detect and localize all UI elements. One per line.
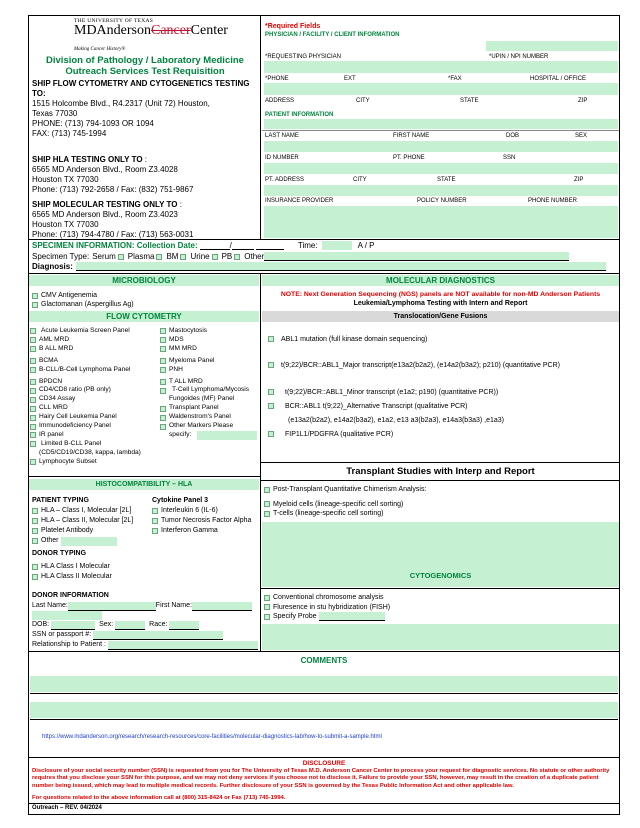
ship-mol-addr1: 6565 MD Anderson Blvd., Room Z3.4023	[32, 210, 178, 219]
rule-revision	[28, 803, 620, 804]
flow-checkbox[interactable]	[160, 358, 166, 364]
hla-other-field[interactable]	[61, 537, 117, 546]
date-field-3[interactable]	[256, 242, 284, 250]
flow-item: BPDCN	[39, 377, 63, 385]
label-hospital: HOSPITAL / OFFICE	[530, 76, 587, 82]
comments-title: COMMENTS	[300, 656, 348, 665]
flow-item: BCMA	[39, 356, 59, 364]
ngs-note: NOTE: Next Generation Sequencing (NGS) panels are NOT available for non-MD Anderson Patients	[280, 291, 601, 298]
flow-item: Myeloma Panel	[169, 356, 215, 364]
bcr-alt-checkbox[interactable]	[268, 403, 274, 409]
transplant-title: Transplant Studies with Interp and Report	[346, 466, 535, 477]
bcr-minor-checkbox[interactable]	[268, 389, 274, 395]
submit-sample-link[interactable]: https://www.mdanderson.org/research/research-resources/core-facilities/molecular-diagnostics-lab/how-to-submit-a-sample.html	[42, 734, 382, 740]
flow-item: Lymphocyte Subset	[39, 457, 97, 465]
flow-checkbox[interactable]	[30, 388, 36, 394]
flow-checkbox[interactable]	[30, 358, 36, 364]
patient-typing-title: PATIENT TYPING	[32, 497, 89, 504]
flow-item: B ALL MRD	[39, 344, 74, 352]
rule-transplant-2	[260, 480, 620, 481]
diagnosis-label: Diagnosis:	[32, 262, 73, 271]
molecular-list	[268, 334, 560, 439]
flow-checkbox[interactable]	[160, 415, 166, 421]
disclosure-questions: For questions related to the above information call at (800) 315-8424 or Fax (713) 745-1994.	[32, 795, 286, 801]
microbiology-header: MICROBIOLOGY	[29, 275, 259, 286]
label-pt-zip: ZIP	[574, 177, 584, 183]
hla-checkbox[interactable]	[32, 508, 38, 514]
flow-checkbox[interactable]	[30, 337, 36, 343]
donor-last-field[interactable]	[68, 602, 156, 611]
ship-hla: SHIP HLA TESTING ONLY TO : 6565 MD Anderson Blvd., Room Z3.4028 Houston TX 77030 Phone: (713) 792-2658 / Fax: (832) 751-9867	[32, 155, 258, 195]
flow-item: Limited B-CLL Panel	[41, 439, 102, 447]
ship-hla-title: SHIP HLA TESTING ONLY TO	[32, 155, 143, 164]
fish-checkbox[interactable]	[264, 604, 270, 610]
chimerism-checkbox[interactable]	[264, 487, 270, 493]
cytokine-checkbox[interactable]	[152, 508, 158, 514]
transplant-list	[264, 485, 426, 519]
physician-top-field[interactable]	[486, 41, 618, 51]
cmv-checkbox[interactable]	[32, 293, 38, 299]
ship-hla-addr1: 6565 MD Anderson Blvd., Room Z3.4028	[32, 165, 178, 174]
insurance-field[interactable]	[264, 206, 618, 238]
flow-checkbox[interactable]	[30, 379, 36, 385]
ship-mol-title: SHIP MOLECULAR TESTING ONLY TO	[32, 200, 178, 209]
flow-item: MM MRD	[169, 344, 197, 352]
donor-first-field[interactable]	[192, 602, 252, 611]
hla-item: HLA – Class II, Molecular [2L]	[41, 517, 134, 524]
abl1-checkbox[interactable]	[268, 336, 274, 342]
flow-item: Waldenstrom's Panel	[169, 413, 231, 421]
label-id-number: ID NUMBER	[265, 155, 299, 161]
cyto-list	[264, 593, 390, 622]
comments-field-2[interactable]	[30, 702, 618, 718]
flow-item-note: Fungoides (MF) Panel	[169, 395, 235, 403]
donor-last-label: Last Name:	[32, 602, 68, 609]
donor-race-field[interactable]	[169, 621, 199, 630]
hla-checkbox[interactable]	[32, 528, 38, 534]
patient-section: PATIENT INFORMATION	[265, 112, 334, 118]
donor-dob-label: DOB:	[32, 621, 50, 628]
transplant-field[interactable]	[262, 522, 619, 564]
donor-checkbox[interactable]	[32, 564, 38, 570]
specimen-row	[32, 241, 374, 250]
flow-item: CD4/CD8 ratio (PB only)	[39, 386, 111, 394]
hla-item: HLA – Class I, Molecular [2L]	[41, 507, 132, 514]
label-upin: *UPIN / NPI NUMBER	[489, 54, 549, 60]
ship-mol-addr2: Houston TX 77030	[32, 220, 99, 229]
flow-header: FLOW CYTOMETRY	[29, 311, 259, 322]
fip1l1-checkbox[interactable]	[268, 431, 274, 437]
rule-1	[262, 130, 619, 131]
flow-item: IR panel	[39, 430, 64, 438]
comments-field-1[interactable]	[30, 676, 618, 692]
flow-checkbox[interactable]	[160, 406, 166, 412]
label-state: STATE	[460, 98, 479, 104]
rule-disclosure	[28, 757, 620, 758]
ship-flow-addr1: 1515 Holcombe Blvd., R4.2317 (Unit 72) Houston,	[32, 99, 210, 108]
probe-field[interactable]	[319, 612, 385, 621]
flow-item: AML MRD	[39, 335, 70, 343]
flow-item: CLL MRD	[39, 404, 68, 412]
disclosure-text: Disclosure of your social security number (SSN) is requested from you for The University of Texas M.D. Anderson Cancer Center to process your request for diagnostic services. No statute or other authority requires that you disclose your SSN for this purpose, and we may not deny services if you choose not to disclose it. Failure to provide your SSN, however, may result in the creation of a duplicate patient number being issued, which may lead to multiple medical records. Further disclosure of your SSN is governed by the Texas Public Information Act and other applicable law.	[32, 768, 610, 789]
flow-item: MDS	[169, 335, 184, 343]
flow-col2	[160, 327, 257, 440]
bm-checkbox[interactable]	[180, 254, 186, 260]
flow-checkbox[interactable]	[30, 432, 36, 438]
cytokine-item: Interferon Gamma	[161, 527, 218, 534]
label-pt-state: STATE	[437, 177, 456, 183]
probe-checkbox[interactable]	[264, 614, 270, 620]
label-ssn: SSN	[503, 155, 516, 161]
donor-first-label: First Name:	[155, 602, 192, 609]
flow-checkbox[interactable]	[160, 424, 166, 430]
label-fax: *FAX	[448, 76, 462, 82]
donor-checkbox[interactable]	[32, 574, 38, 580]
bcr-major-checkbox[interactable]	[268, 362, 274, 368]
hla-checkbox[interactable]	[32, 518, 38, 524]
hla-cytokine	[152, 496, 251, 536]
type-plasma: Plasma	[127, 252, 155, 261]
mol-item-note: (e13a2(b2a2), e14a2(b3a2), e1a2, e13 a3(b2a3), e14a3(b3a3) ,e1a3)	[288, 416, 504, 424]
diagnosis-row	[32, 262, 606, 271]
translocation-bar	[262, 311, 619, 322]
donor-sex-label: Sex:	[99, 621, 114, 628]
university-name: THE UNIVERSITY OF TEXAS	[74, 18, 154, 24]
flow-checkbox[interactable]	[160, 388, 166, 394]
translocation-label: Translocation/Gene Fusions	[393, 313, 488, 320]
form-title: Outreach Services Test Requisition	[65, 66, 225, 77]
mol-item: t(9;22)/BCR::ABL1_Minor transcript (e1a2; p190) (quantitative PCR))	[285, 388, 499, 396]
date-field-1[interactable]	[200, 242, 230, 250]
label-last-name: LAST NAME	[265, 133, 299, 139]
rule-cyto	[260, 588, 620, 589]
type-bm: BM	[166, 252, 179, 261]
donor-ssn-label: SSN or passport #:	[32, 631, 92, 638]
flow-item: Transplant Panel	[169, 404, 219, 412]
donor-ssn-field[interactable]	[93, 631, 223, 640]
donor-name-extra[interactable]	[32, 611, 102, 620]
mol-item: t(9;22)/BCR::ABL1_Major transcript(e13a2(b2a2), (e14a2(b3a2); p210) (quantitative PCR)	[281, 361, 560, 369]
molecular-header: MOLECULAR DIAGNOSTICS	[262, 275, 619, 286]
cytokine-title: Cytokine Panel 3	[152, 497, 209, 504]
cytokine-item: Interleukin 6 (IL-6)	[161, 507, 218, 514]
ship-flow	[32, 79, 258, 139]
flow-item: Acute Leukemia Screen Panel	[41, 327, 130, 334]
physician-field[interactable]	[264, 61, 618, 73]
donor-dob-field[interactable]	[51, 621, 95, 630]
type-urine: Urine	[190, 252, 210, 261]
flow-specify-label: specify:	[169, 431, 192, 439]
transplant-item: Myeloid cells (lineage-specific cell sorting)	[273, 500, 404, 508]
cytokine-item: Tumor Necrosis Factor Alpha	[161, 517, 252, 524]
ship-flow-title: SHIP FLOW CYTOMETRY AND CYTOGENETICS TESTING TO:	[32, 79, 250, 98]
mol-item: BCR::ABL1 t(9;22)_Alternative Transcript (qualitative PCR)	[285, 402, 468, 410]
ship-mol: SHIP MOLECULAR TESTING ONLY TO : 6565 MD Anderson Blvd., Room Z3.4023 Houston TX 77030 Phone: (713) 794-4780 / Fax: (713) 563-0031	[32, 200, 258, 240]
id-field[interactable]	[264, 163, 618, 174]
donor-info-title: DONOR INFORMATION	[32, 592, 109, 599]
cyto-field[interactable]	[262, 624, 619, 650]
other-field[interactable]	[264, 252, 569, 261]
rule-comment-2	[30, 719, 618, 720]
donor-typing-title: DONOR TYPING	[32, 550, 87, 557]
cyto-item: Conventional chromosome analysis	[273, 594, 384, 601]
glactomanan-checkbox[interactable]	[32, 302, 38, 308]
flow-checkbox[interactable]	[30, 346, 36, 352]
label-pt-city: CITY	[353, 177, 367, 183]
label-requesting-physician: *REQUESTING PHYSICIAN	[265, 54, 342, 60]
flow-item: B-CLL/B-Cell Lymphoma Panel	[39, 365, 131, 373]
chromosome-checkbox[interactable]	[264, 595, 270, 601]
flow-item: Immunodeficiency Panel	[39, 422, 111, 430]
specify-field[interactable]	[197, 431, 257, 440]
label-policy-phone: PHONE NUMBER	[528, 198, 578, 204]
ship-hla-addr2: Houston TX 77030	[32, 175, 99, 184]
label-insurance: INSURANCE PROVIDER	[265, 198, 334, 204]
donor-sex-field[interactable]	[115, 621, 145, 630]
donor-race-label: Race:	[149, 621, 168, 628]
type-other: Other	[244, 252, 265, 261]
flow-checkbox[interactable]	[160, 328, 166, 334]
logo-center: Center	[190, 23, 228, 38]
date-slash: /	[229, 241, 232, 250]
cytokine-checkbox[interactable]	[152, 528, 158, 534]
hla-item: Platelet Antibody	[41, 527, 94, 534]
specimen-type-label: Specimen Type:	[32, 252, 90, 261]
specimen-title: SPECIMEN INFORMATION: Collection Date:	[32, 241, 198, 250]
tcell-checkbox[interactable]	[264, 511, 270, 517]
logo-md: MDAnderson	[74, 23, 151, 38]
hla-patient	[32, 496, 133, 582]
logo	[74, 18, 228, 39]
flow-item: Hairy Cell Leukemia Panel	[39, 413, 117, 421]
label-phone: *PHONE	[265, 76, 289, 82]
flow-item: T ALL MRD	[169, 377, 203, 385]
label-address: ADDRESS	[265, 98, 295, 104]
hla-checkbox[interactable]	[32, 538, 38, 544]
ship-mol-phone: Phone: (713) 794-4780 / Fax: (713) 563-0031	[32, 230, 194, 239]
label-first-name: FIRST NAME	[393, 133, 430, 139]
type-pb: PB	[221, 252, 233, 261]
flow-item: Mastocytosis	[169, 327, 208, 334]
flow-checkbox[interactable]	[160, 337, 166, 343]
revision: Outreach – REV. 04/2024	[32, 805, 102, 811]
flow-checkbox[interactable]	[30, 441, 36, 447]
donor-item: HLA Class I Molecular	[41, 563, 110, 570]
flow-checkbox[interactable]	[30, 397, 36, 403]
flow-checkbox[interactable]	[160, 367, 166, 373]
ship-hla-phone: Phone: (713) 792-2658 / Fax: (832) 751-9867	[32, 185, 194, 194]
specimen-type-row	[32, 252, 569, 261]
address-field[interactable]	[264, 119, 618, 129]
flow-checkbox[interactable]	[30, 459, 36, 465]
diagnosis-field[interactable]	[76, 262, 606, 271]
label-policy: POLICY NUMBER	[417, 198, 467, 204]
label-sex: SEX	[575, 133, 588, 139]
donor-relationship-field[interactable]	[108, 641, 258, 650]
flow-checkbox[interactable]	[30, 424, 36, 430]
rule-hla	[28, 476, 260, 477]
pb-checkbox[interactable]	[234, 254, 240, 260]
flow-item: Other Markers Please	[169, 422, 234, 430]
flow-checkbox[interactable]	[30, 415, 36, 421]
label-dob: DOB	[506, 133, 520, 139]
rule-sections	[28, 273, 620, 274]
header-divider	[260, 15, 261, 239]
type-serum: Serum	[92, 252, 116, 261]
flow-checkbox[interactable]	[160, 379, 166, 385]
cyto-item: Fluresence in stu hybridization (FISH)	[273, 603, 391, 611]
mol-item: FIP1L1/PDGFRA (qualitative PCR)	[285, 430, 394, 438]
flow-checkbox[interactable]	[30, 406, 36, 412]
time-label: Time:	[297, 241, 318, 250]
cytokine-checkbox[interactable]	[152, 518, 158, 524]
label-zip: ZIP	[578, 98, 588, 104]
label-pt-phone: PT. PHONE	[393, 155, 425, 161]
rule-specimen	[28, 239, 620, 240]
chimerism-label: Post-Transplant Quantitative Chimerism Analysis:	[273, 486, 427, 493]
disclosure-title: DISCLOSURE	[302, 760, 346, 767]
plasma-checkbox[interactable]	[156, 254, 162, 260]
label-pt-address: PT. ADDRESS	[265, 177, 305, 183]
flow-item: T-Cell Lymphoma/Mycosis	[172, 386, 250, 394]
rule-comment-1	[30, 693, 618, 694]
donor-item: HLA Class II Molecular	[41, 573, 112, 580]
name-field[interactable]	[264, 141, 618, 152]
ship-flow-addr2: Texas 77030	[32, 109, 78, 118]
label-ext: EXT	[344, 76, 356, 82]
division-title: Division of Pathology / Laboratory Medicine	[46, 55, 244, 66]
donor-relationship-label: Relationship to Patient :	[32, 641, 106, 648]
flow-item: CD34 Assay	[39, 395, 76, 403]
ap-label: A / P	[357, 241, 375, 250]
flow-checkbox[interactable]	[30, 367, 36, 373]
ship-flow-fax: FAX: (713) 745-1994	[32, 129, 107, 138]
phone-field[interactable]	[264, 83, 618, 95]
flow-col1	[30, 327, 141, 467]
mol-item: ABL1 mutation (full kinase domain sequencing)	[281, 335, 428, 343]
cytogenomics-header: CYTOGENOMICS	[262, 564, 619, 587]
tagline: Making Cancer History®	[74, 47, 126, 52]
label-city: CITY	[356, 98, 370, 104]
date-field-2[interactable]	[229, 241, 254, 250]
flow-item: PNH	[169, 365, 183, 373]
hla-item: Other	[41, 537, 59, 544]
serum-checkbox[interactable]	[118, 254, 124, 260]
ship-flow-phone: PHONE: (713) 794-1093 OR 1094	[32, 119, 154, 128]
molecular-subtitle: Leukemia/Lymphoma Testing with Intern and Report	[353, 300, 528, 307]
transplant-item: T-cells (lineage-specific cell sorting)	[273, 510, 384, 517]
cyto-item: Specify Probe	[273, 613, 317, 620]
pt-address-field[interactable]	[264, 185, 618, 196]
flow-checkbox[interactable]	[160, 346, 166, 352]
hla-header: HISTOCOMPATIBILITY – HLA	[29, 479, 259, 490]
time-field[interactable]	[322, 241, 352, 250]
required-fields: *Required Fields	[265, 23, 321, 30]
donor-info	[32, 591, 258, 650]
logo-cancer: Cancer	[151, 23, 191, 38]
urine-checkbox[interactable]	[212, 254, 218, 260]
rule-comments	[28, 651, 620, 652]
micro-item: Glactomanan (Aspergillus Ag)	[41, 301, 134, 308]
rule-transplant	[260, 462, 620, 463]
micro-item: CMV Antigenemia	[41, 292, 98, 299]
physician-section: PHYSICIAN / FACILITY / CLIENT INFORMATION	[265, 32, 400, 38]
myeloid-checkbox[interactable]	[264, 501, 270, 507]
flow-checkbox[interactable]	[30, 328, 36, 334]
microbiology-list	[32, 291, 134, 309]
flow-item-note: (CD5/CD19/CD38, kappa, lambda)	[39, 448, 141, 456]
